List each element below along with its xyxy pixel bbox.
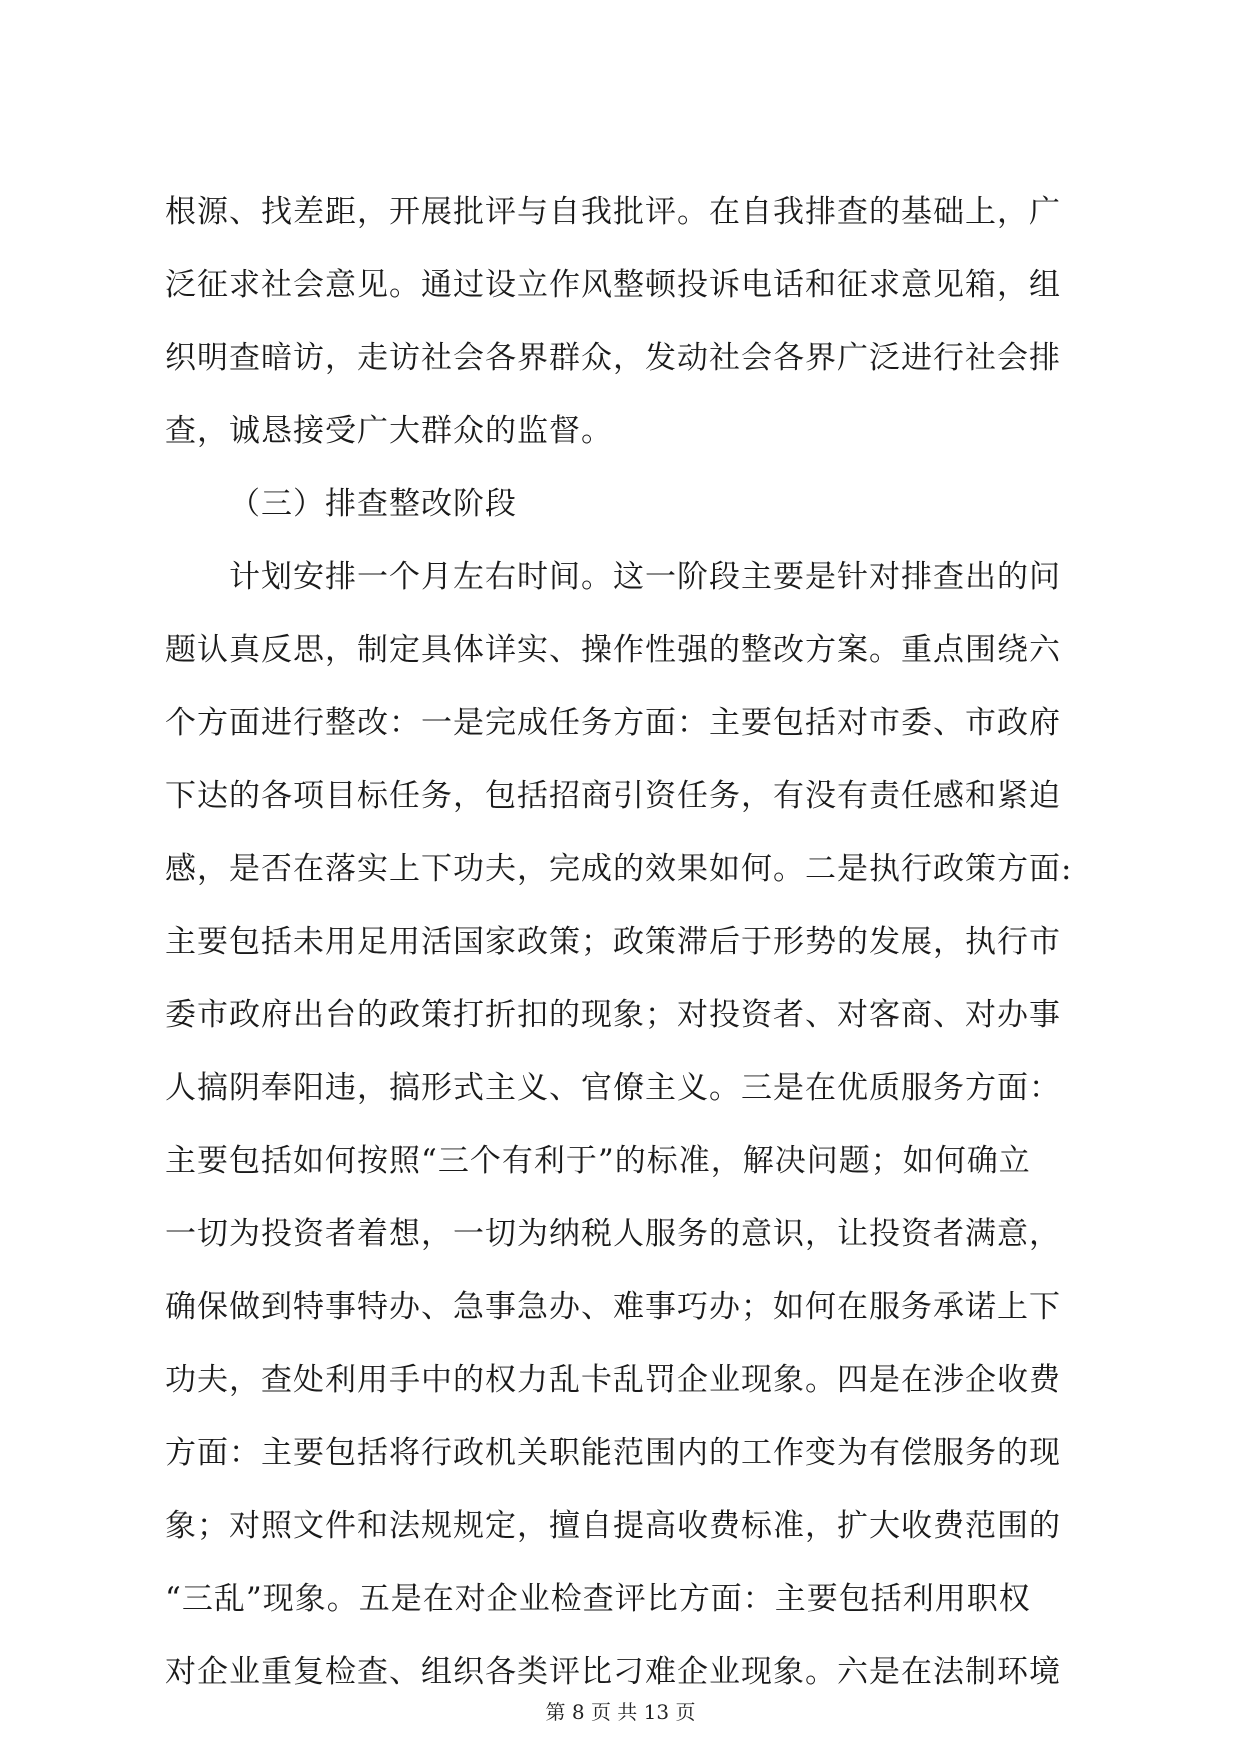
page-number: 第 8 页 共 13 页 bbox=[545, 1700, 696, 1724]
text-line: 个方面进行整改：一是完成任务方面：主要包括对市委、市政府 bbox=[165, 705, 1061, 741]
text-line: 感，是否在落实上下功夫，完成的效果如何。二是执行政策方面: bbox=[165, 851, 1073, 887]
text-line: 泛征求社会意见。通过设立作风整顿投诉电话和征求意见箱，组 bbox=[165, 267, 1061, 303]
text-line: 织明查暗访，走访社会各界群众，发动社会各界广泛进行社会排 bbox=[165, 340, 1061, 376]
text-line: 人搞阴奉阳违，搞形式主义、官僚主义。三是在优质服务方面： bbox=[165, 1070, 1061, 1106]
text-line: 根源、找差距，开展批评与自我批评。在自我排查的基础上，广 bbox=[165, 194, 1061, 230]
text-line: 计划安排一个月左右时间。这一阶段主要是针对排查出的问 bbox=[229, 559, 1061, 595]
text-line: 主要包括如何按照“三个有利于”的标准，解决问题；如何确立 bbox=[165, 1143, 1031, 1179]
text-line: 一切为投资者着想，一切为纳税人服务的意识，让投资者满意， bbox=[165, 1216, 1061, 1252]
text-line: 下达的各项目标任务，包括招商引资任务，有没有责任感和紧迫 bbox=[165, 778, 1061, 814]
text-line: 委市政府出台的政策打折扣的现象；对投资者、对客商、对办事 bbox=[165, 997, 1061, 1033]
text-line: “三乱”现象。五是在对企业检查评比方面：主要包括利用职权 bbox=[165, 1581, 1031, 1617]
text-line: 题认真反思，制定具体详实、操作性强的整改方案。重点围绕六 bbox=[165, 632, 1061, 668]
text-line: 主要包括未用足用活国家政策；政策滞后于形势的发展，执行市 bbox=[165, 924, 1061, 960]
text-line: 对企业重复检查、组织各类评比刁难企业现象。六是在法制环境 bbox=[165, 1654, 1061, 1690]
text-line: 查，诚恳接受广大群众的监督。 bbox=[165, 413, 613, 449]
text-line: 功夫，查处利用手中的权力乱卡乱罚企业现象。四是在涉企收费 bbox=[165, 1362, 1061, 1398]
text-line: 确保做到特事特办、急事急办、难事巧办；如何在服务承诺上下 bbox=[165, 1289, 1061, 1325]
text-line: 象；对照文件和法规规定，擅自提高收费标准，扩大收费范围的 bbox=[165, 1508, 1061, 1544]
text-line: 方面：主要包括将行政机关职能范围内的工作变为有偿服务的现 bbox=[165, 1435, 1061, 1471]
section-heading: （三）排查整改阶段 bbox=[229, 486, 517, 522]
